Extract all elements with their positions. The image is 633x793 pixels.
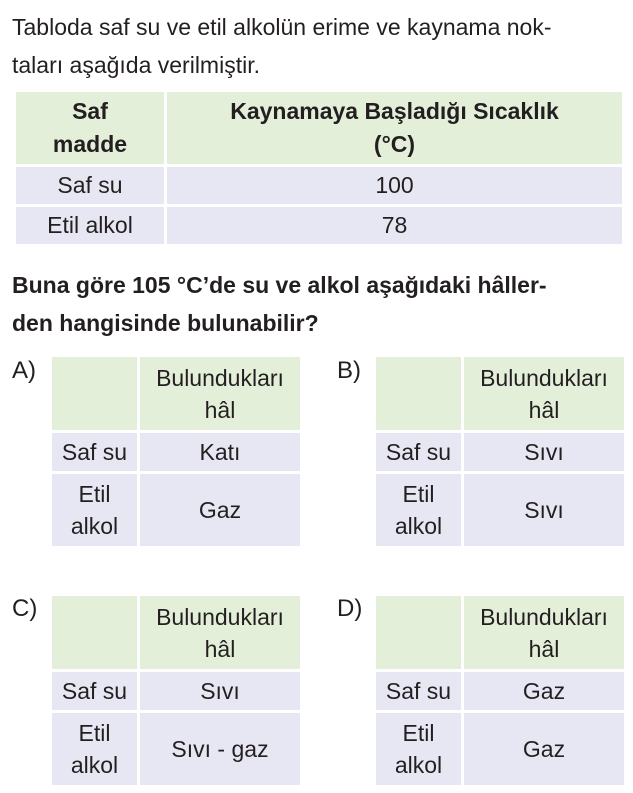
option-b-label[interactable]: B)	[337, 357, 361, 384]
intro-line-2: taları aşağıda verilmiştir.	[12, 52, 260, 78]
option-d-alcohol-label: Etil alkol	[376, 713, 461, 785]
intro-line-1: Tabloda saf su ve etil alkolün erime ve kaynama nok-	[12, 14, 552, 40]
option-a-header: Bulundukları hâl	[140, 357, 300, 430]
option-d-water-label: Saf su	[376, 672, 461, 710]
option-b-alcohol-state: Sıvı	[464, 474, 624, 546]
option-a-water-state: Katı	[140, 433, 300, 471]
option-b-table[interactable]	[373, 354, 627, 549]
option-b-empty-cell	[376, 357, 461, 430]
question-text	[12, 266, 627, 342]
option-c-table[interactable]	[49, 593, 303, 788]
option-d-water-state: Gaz	[464, 672, 624, 710]
option-c-empty-cell	[52, 596, 137, 669]
option-b-alcohol-label: Etil alkol	[376, 474, 461, 546]
option-d-table[interactable]	[373, 593, 627, 788]
option-a-label[interactable]: A)	[12, 357, 36, 384]
question-line-2: den hangisinde bulunabilir?	[12, 310, 319, 336]
option-c-label[interactable]: C)	[12, 595, 38, 622]
option-a-alcohol-label: Etil alkol	[52, 474, 137, 546]
row-water-label: Saf su	[16, 167, 164, 204]
option-d-alcohol-state: Gaz	[464, 713, 624, 785]
option-a-empty-cell	[52, 357, 137, 430]
option-b-water-state: Sıvı	[464, 433, 624, 471]
melting-boiling-table	[13, 89, 625, 247]
header-substance: Saf madde	[16, 92, 164, 164]
option-c-water-label: Saf su	[52, 672, 137, 710]
row-water-value: 100	[167, 167, 622, 204]
option-a-table[interactable]	[49, 354, 303, 549]
row-alcohol-value: 78	[167, 207, 622, 244]
option-c-water-state: Sıvı	[140, 672, 300, 710]
option-a-alcohol-state: Gaz	[140, 474, 300, 546]
header-boiling-temperature: Kaynamaya Başladığı Sıcaklık (°C)	[167, 92, 622, 164]
option-d-header: Bulundukları hâl	[464, 596, 624, 669]
question-line-1: Buna göre 105 °C’de su ve alkol aşağıdaki hâller-	[12, 272, 547, 298]
option-b-water-label: Saf su	[376, 433, 461, 471]
option-d-empty-cell	[376, 596, 461, 669]
option-c-alcohol-state: Sıvı - gaz	[140, 713, 300, 785]
row-alcohol-label: Etil alkol	[16, 207, 164, 244]
intro-text	[12, 8, 627, 84]
option-b-header: Bulundukları hâl	[464, 357, 624, 430]
option-c-header: Bulundukları hâl	[140, 596, 300, 669]
option-a-water-label: Saf su	[52, 433, 137, 471]
option-c-alcohol-label: Etil alkol	[52, 713, 137, 785]
option-d-label[interactable]: D)	[337, 595, 363, 622]
